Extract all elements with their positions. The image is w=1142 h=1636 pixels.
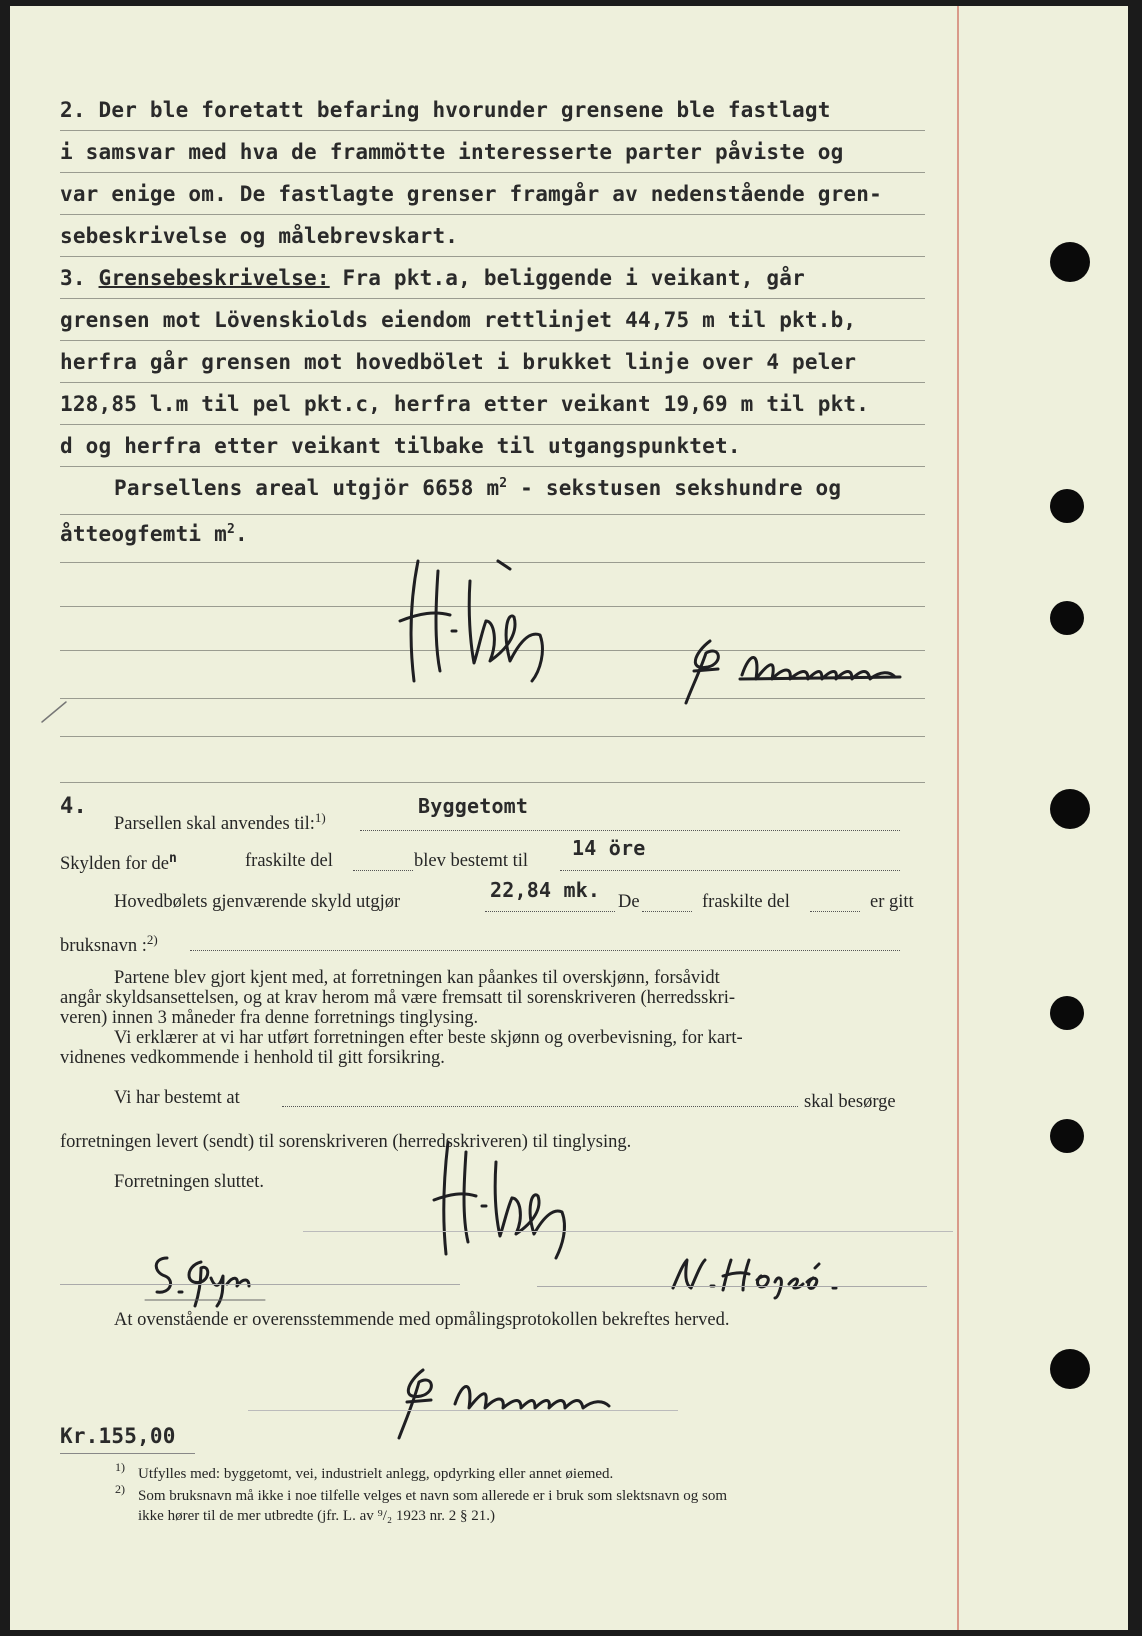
binder-hole	[1050, 1349, 1090, 1389]
signature-4	[145, 1248, 275, 1308]
section3-line: 128,85 l.m til pel pkt.c, herfra etter veikant 19,69 m til pkt.	[60, 392, 870, 416]
pencil-mark	[38, 696, 78, 726]
tax-value: 14 öre	[572, 836, 646, 860]
binder-hole	[1050, 601, 1084, 635]
binder-hole	[1050, 1119, 1084, 1153]
signature-3	[430, 1136, 610, 1266]
fee-amount: Kr.155,00	[60, 1424, 176, 1448]
footnote-text: Utfylles med: byggetomt, vei, industrielt anlegg, opdyrking eller annet øiemed.	[138, 1466, 614, 1482]
main-de: De	[618, 892, 640, 912]
signature-1	[390, 551, 600, 701]
footnote-text: ikke hører til de mer utbredte (jfr. L. av ⁹/₂ 1923 nr. 2 § 21.)	[138, 1508, 496, 1524]
area-line-1: Parsellens areal utgjör 6658 $m^2$ - sekstusen sekshundre og	[114, 476, 842, 500]
section3-number: 3.	[60, 266, 86, 290]
section3-first-line	[60, 266, 805, 290]
signature-6	[395, 1364, 635, 1444]
paragraph-line: Partene blev gjort kjent med, at forretningen kan påankes til overskjønn, forsåvidt	[114, 968, 720, 988]
tax-label: Skylden for $de^n$	[60, 851, 177, 875]
bestemt-post: skal besørge	[804, 1092, 896, 1112]
binder-hole	[1050, 489, 1084, 523]
signature-5	[665, 1254, 865, 1299]
main-fraskilte: fraskilte del	[702, 892, 790, 912]
footnote-mark: 2)	[115, 1482, 125, 1496]
section3-heading: Grensebeskrivelse:	[98, 266, 330, 290]
paragraph-line: vidnenes vedkommende i henhold til gitt forsikring.	[60, 1048, 445, 1068]
bestemt-label: Vi har bestemt at	[114, 1088, 240, 1108]
use-value: Byggetomt	[418, 794, 529, 818]
binder-hole	[1050, 242, 1090, 282]
binder-hole	[1050, 789, 1090, 829]
section2-line: 2. Der ble foretatt befaring hvorunder grensene ble fastlagt	[60, 98, 831, 122]
confirm-text: At ovenstående er overensstemmende med opmålingsprotokollen bekreftes herved.	[114, 1310, 730, 1330]
paragraph-line: veren) innen 3 måneder fra denne forretnings tinglysing.	[60, 1008, 479, 1028]
area-line-2: åtteogfemti $m^2$.	[60, 522, 248, 546]
section2-line: i samsvar med hva de frammötte interesserte parter påviste og	[60, 140, 844, 164]
document-page	[10, 6, 1128, 1630]
main-label: Hovedbølets gjenværende skyld utgjør	[114, 892, 401, 912]
tax-label-mid: fraskilte del	[245, 851, 333, 871]
main-value: 22,84 mk.	[490, 878, 601, 902]
section2-line: var enige om. De fastlagte grenser framgår av nedenstående gren-	[60, 182, 882, 206]
paragraph-line: Vi erklærer at vi har utført forretningen efter beste skjønn og overbevisning, for kart-	[114, 1028, 743, 1048]
section3-line: herfra går grensen mot hovedbölet i brukket linje over 4 peler	[60, 350, 857, 374]
section3-line: d og herfra etter veikant tilbake til utgangspunktet.	[60, 434, 741, 458]
margin-line	[957, 6, 959, 1630]
section2-line: sebeskrivelse og målebrevskart.	[60, 224, 459, 248]
bestemt-line2: forretningen levert (sendt) til sorenskriveren (herredsskriveren) til tinglysing.	[60, 1132, 632, 1152]
binder-hole	[1050, 996, 1084, 1030]
main-gitt: er gitt	[870, 892, 914, 912]
section3-line: grensen mot Lövenskiolds eiendom rettlinjet 44,75 m til pkt.b,	[60, 308, 857, 332]
section3-first-line-rest: Fra pkt.a, beliggende i veikant, går	[329, 266, 805, 290]
sluttet-label: Forretningen sluttet.	[114, 1172, 265, 1192]
use-label: Parsellen skal anvendes til:$^{1)}$	[114, 810, 326, 835]
paragraph-line: angår skyldsansettelsen, og at krav herom må være fremsatt til sorenskriveren (herredsskri-	[60, 988, 736, 1008]
signature-2	[680, 631, 930, 711]
tax-label-post: blev bestemt til	[414, 851, 529, 871]
section4-number: 4.	[60, 794, 87, 819]
bruksnavn-label: bruksnavn :$^{2)}$	[60, 932, 158, 957]
footnote-text: Som bruksnavn må ikke i noe tilfelle velges et navn som allerede er i bruk som slektsnavn og som	[138, 1488, 728, 1504]
footnote-mark: 1)	[115, 1460, 125, 1474]
